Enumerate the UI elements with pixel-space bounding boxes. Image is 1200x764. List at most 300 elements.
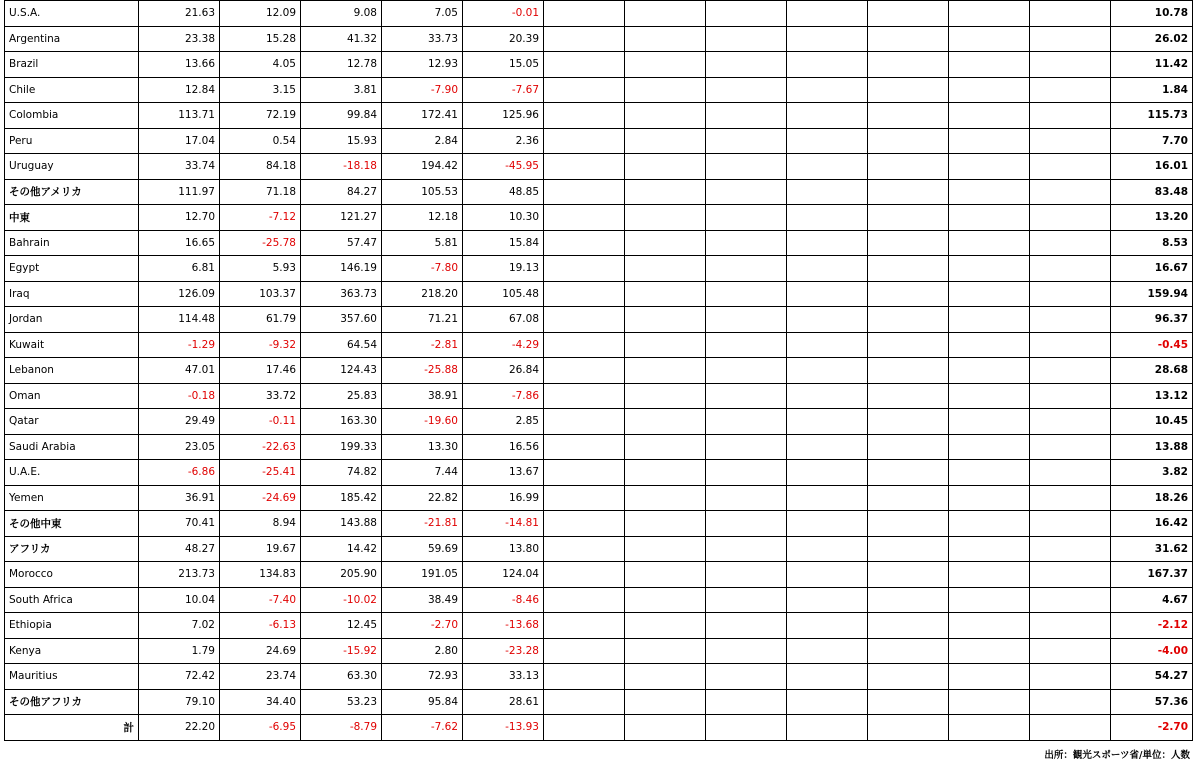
empty-cell [1030, 409, 1111, 435]
empty-cell [544, 52, 625, 78]
value-cell: -6.13 [220, 613, 301, 639]
empty-cell [625, 587, 706, 613]
total-cell: 83.48 [1111, 179, 1193, 205]
empty-cell [1030, 179, 1111, 205]
empty-cell [949, 26, 1030, 52]
empty-cell [868, 485, 949, 511]
empty-cell [706, 230, 787, 256]
value-cell: 53.23 [301, 689, 382, 715]
empty-cell [625, 485, 706, 511]
empty-cell [787, 511, 868, 537]
value-cell: 15.28 [220, 26, 301, 52]
value-cell: 74.82 [301, 460, 382, 486]
empty-cell [949, 587, 1030, 613]
table-row [5, 205, 1193, 231]
value-cell: 24.69 [220, 638, 301, 664]
value-cell: 12.84 [139, 77, 220, 103]
total-cell: 26.02 [1111, 26, 1193, 52]
empty-cell [787, 715, 868, 741]
empty-cell [949, 77, 1030, 103]
value-cell: -21.81 [382, 511, 463, 537]
empty-cell [544, 383, 625, 409]
empty-cell [868, 689, 949, 715]
value-cell: -22.63 [220, 434, 301, 460]
total-cell: 16.01 [1111, 154, 1193, 180]
empty-cell [706, 511, 787, 537]
empty-cell [949, 205, 1030, 231]
row-label: Brazil [5, 52, 139, 78]
value-cell: -2.81 [382, 332, 463, 358]
empty-cell [1030, 383, 1111, 409]
value-cell: 14.42 [301, 536, 382, 562]
value-cell: 38.91 [382, 383, 463, 409]
total-cell: 13.88 [1111, 434, 1193, 460]
empty-cell [868, 26, 949, 52]
row-label: Peru [5, 128, 139, 154]
empty-cell [544, 1, 625, 27]
empty-cell [949, 154, 1030, 180]
empty-cell [949, 638, 1030, 664]
value-cell: 72.42 [139, 664, 220, 690]
table-row [5, 154, 1193, 180]
value-cell: -0.01 [463, 1, 544, 27]
empty-cell [625, 332, 706, 358]
row-label: Uruguay [5, 154, 139, 180]
empty-cell [544, 256, 625, 282]
value-cell: -7.12 [220, 205, 301, 231]
empty-cell [625, 77, 706, 103]
empty-cell [706, 77, 787, 103]
empty-cell [706, 26, 787, 52]
total-cell: 16.42 [1111, 511, 1193, 537]
value-cell: 5.81 [382, 230, 463, 256]
value-cell: -7.90 [382, 77, 463, 103]
row-label: Mauritius [5, 664, 139, 690]
value-cell: 33.13 [463, 664, 544, 690]
empty-cell [1030, 358, 1111, 384]
empty-cell [787, 613, 868, 639]
table-row [5, 52, 1193, 78]
value-cell: -7.67 [463, 77, 544, 103]
empty-cell [949, 664, 1030, 690]
value-cell: 213.73 [139, 562, 220, 588]
empty-cell [1030, 664, 1111, 690]
table-row [5, 664, 1193, 690]
total-cell: 4.67 [1111, 587, 1193, 613]
empty-cell [706, 562, 787, 588]
value-cell: 34.40 [220, 689, 301, 715]
empty-cell [787, 26, 868, 52]
value-cell: 26.84 [463, 358, 544, 384]
value-cell: -25.88 [382, 358, 463, 384]
empty-cell [949, 562, 1030, 588]
total-cell: 18.26 [1111, 485, 1193, 511]
empty-cell [868, 179, 949, 205]
row-label: Jordan [5, 307, 139, 333]
table-row [5, 638, 1193, 664]
empty-cell [787, 1, 868, 27]
row-label: Yemen [5, 485, 139, 511]
row-label: Ethiopia [5, 613, 139, 639]
empty-cell [625, 179, 706, 205]
table-row [5, 256, 1193, 282]
value-cell: 113.71 [139, 103, 220, 129]
empty-cell [544, 205, 625, 231]
table-row [5, 434, 1193, 460]
empty-cell [949, 409, 1030, 435]
empty-cell [949, 511, 1030, 537]
empty-cell [1030, 638, 1111, 664]
value-cell: -13.68 [463, 613, 544, 639]
value-cell: 7.05 [382, 1, 463, 27]
value-cell: 22.82 [382, 485, 463, 511]
value-cell: 95.84 [382, 689, 463, 715]
value-cell: 191.05 [382, 562, 463, 588]
empty-cell [625, 689, 706, 715]
value-cell: 29.49 [139, 409, 220, 435]
empty-cell [949, 434, 1030, 460]
value-cell: -24.69 [220, 485, 301, 511]
value-cell: -6.95 [220, 715, 301, 741]
empty-cell [625, 460, 706, 486]
total-cell: 167.37 [1111, 562, 1193, 588]
value-cell: 15.93 [301, 128, 382, 154]
empty-cell [949, 485, 1030, 511]
empty-cell [625, 103, 706, 129]
value-cell: 41.32 [301, 26, 382, 52]
value-cell: -25.78 [220, 230, 301, 256]
table-row [5, 689, 1193, 715]
value-cell: 16.99 [463, 485, 544, 511]
empty-cell [787, 689, 868, 715]
empty-cell [706, 358, 787, 384]
empty-cell [787, 460, 868, 486]
empty-cell [868, 103, 949, 129]
empty-cell [787, 52, 868, 78]
empty-cell [787, 256, 868, 282]
value-cell: 12.18 [382, 205, 463, 231]
row-label: その他中東 [5, 511, 139, 537]
empty-cell [1030, 256, 1111, 282]
empty-cell [706, 434, 787, 460]
value-cell: 114.48 [139, 307, 220, 333]
empty-cell [787, 332, 868, 358]
empty-cell [949, 281, 1030, 307]
empty-cell [544, 179, 625, 205]
value-cell: 8.94 [220, 511, 301, 537]
value-cell: 3.81 [301, 77, 382, 103]
value-cell: 21.63 [139, 1, 220, 27]
total-cell: 57.36 [1111, 689, 1193, 715]
value-cell: 105.53 [382, 179, 463, 205]
empty-cell [787, 103, 868, 129]
empty-cell [787, 154, 868, 180]
empty-cell [949, 230, 1030, 256]
empty-cell [544, 358, 625, 384]
empty-cell [706, 103, 787, 129]
empty-cell [706, 281, 787, 307]
empty-cell [868, 307, 949, 333]
value-cell: 12.45 [301, 613, 382, 639]
row-label: U.S.A. [5, 1, 139, 27]
value-cell: 124.04 [463, 562, 544, 588]
empty-cell [625, 511, 706, 537]
empty-cell [544, 230, 625, 256]
value-cell: 61.79 [220, 307, 301, 333]
value-cell: 1.79 [139, 638, 220, 664]
empty-cell [1030, 26, 1111, 52]
value-cell: -14.81 [463, 511, 544, 537]
empty-cell [1030, 511, 1111, 537]
empty-cell [787, 587, 868, 613]
table-row [5, 307, 1193, 333]
empty-cell [868, 1, 949, 27]
empty-cell [625, 613, 706, 639]
empty-cell [949, 256, 1030, 282]
value-cell: 71.21 [382, 307, 463, 333]
empty-cell [625, 434, 706, 460]
value-cell: 23.05 [139, 434, 220, 460]
empty-cell [625, 383, 706, 409]
empty-cell [949, 383, 1030, 409]
value-cell: -4.29 [463, 332, 544, 358]
value-cell: 2.84 [382, 128, 463, 154]
table-body [5, 1, 1193, 741]
empty-cell [625, 281, 706, 307]
value-cell: 124.43 [301, 358, 382, 384]
empty-cell [868, 409, 949, 435]
empty-cell [787, 77, 868, 103]
value-cell: 13.67 [463, 460, 544, 486]
empty-cell [787, 409, 868, 435]
value-cell: 172.41 [382, 103, 463, 129]
empty-cell [706, 332, 787, 358]
value-cell: 10.04 [139, 587, 220, 613]
value-cell: 36.91 [139, 485, 220, 511]
value-cell: -7.62 [382, 715, 463, 741]
empty-cell [787, 205, 868, 231]
row-label: その他アメリカ [5, 179, 139, 205]
value-cell: 9.08 [301, 1, 382, 27]
value-cell: -23.28 [463, 638, 544, 664]
empty-cell [625, 52, 706, 78]
value-cell: 20.39 [463, 26, 544, 52]
table-row [5, 26, 1193, 52]
empty-cell [949, 128, 1030, 154]
empty-cell [868, 77, 949, 103]
row-label: 中東 [5, 205, 139, 231]
value-cell: 16.65 [139, 230, 220, 256]
row-label: Iraq [5, 281, 139, 307]
empty-cell [868, 52, 949, 78]
empty-cell [868, 664, 949, 690]
empty-cell [625, 536, 706, 562]
value-cell: 7.44 [382, 460, 463, 486]
value-cell: 13.66 [139, 52, 220, 78]
row-label: Colombia [5, 103, 139, 129]
value-cell: 12.70 [139, 205, 220, 231]
value-cell: 205.90 [301, 562, 382, 588]
value-cell: 103.37 [220, 281, 301, 307]
value-cell: 22.20 [139, 715, 220, 741]
table-row [5, 281, 1193, 307]
empty-cell [625, 1, 706, 27]
row-label: Lebanon [5, 358, 139, 384]
value-cell: 84.18 [220, 154, 301, 180]
value-cell: -8.79 [301, 715, 382, 741]
empty-cell [787, 281, 868, 307]
table-row [5, 485, 1193, 511]
value-cell: -19.60 [382, 409, 463, 435]
empty-cell [625, 638, 706, 664]
empty-cell [544, 434, 625, 460]
empty-cell [544, 281, 625, 307]
row-label: U.A.E. [5, 460, 139, 486]
value-cell: -13.93 [463, 715, 544, 741]
empty-cell [544, 307, 625, 333]
value-cell: 12.93 [382, 52, 463, 78]
empty-cell [706, 689, 787, 715]
value-cell: 28.61 [463, 689, 544, 715]
statistics-table [4, 0, 1193, 741]
empty-cell [1030, 715, 1111, 741]
empty-cell [1030, 587, 1111, 613]
total-cell: 10.78 [1111, 1, 1193, 27]
value-cell: 143.88 [301, 511, 382, 537]
empty-cell [706, 638, 787, 664]
empty-cell [625, 26, 706, 52]
table-row [5, 179, 1193, 205]
empty-cell [868, 128, 949, 154]
value-cell: -10.02 [301, 587, 382, 613]
empty-cell [625, 562, 706, 588]
empty-cell [544, 664, 625, 690]
empty-cell [787, 358, 868, 384]
value-cell: 7.02 [139, 613, 220, 639]
empty-cell [544, 715, 625, 741]
table-row [5, 460, 1193, 486]
value-cell: -7.80 [382, 256, 463, 282]
empty-cell [787, 638, 868, 664]
empty-cell [625, 715, 706, 741]
empty-cell [949, 613, 1030, 639]
value-cell: -25.41 [220, 460, 301, 486]
total-cell: 28.68 [1111, 358, 1193, 384]
total-cell: -4.00 [1111, 638, 1193, 664]
table-row [5, 613, 1193, 639]
empty-cell [949, 103, 1030, 129]
row-label: その他アフリカ [5, 689, 139, 715]
total-cell: 1.84 [1111, 77, 1193, 103]
value-cell: 13.30 [382, 434, 463, 460]
empty-cell [1030, 281, 1111, 307]
total-cell: -2.12 [1111, 613, 1193, 639]
empty-cell [544, 128, 625, 154]
table-row [5, 128, 1193, 154]
empty-cell [544, 536, 625, 562]
empty-cell [706, 52, 787, 78]
value-cell: 126.09 [139, 281, 220, 307]
empty-cell [625, 205, 706, 231]
row-label: Qatar [5, 409, 139, 435]
row-label: Chile [5, 77, 139, 103]
value-cell: 84.27 [301, 179, 382, 205]
empty-cell [1030, 613, 1111, 639]
empty-cell [706, 485, 787, 511]
empty-cell [706, 179, 787, 205]
total-cell: 13.12 [1111, 383, 1193, 409]
value-cell: 12.78 [301, 52, 382, 78]
empty-cell [625, 358, 706, 384]
empty-cell [949, 715, 1030, 741]
value-cell: 17.04 [139, 128, 220, 154]
empty-cell [706, 1, 787, 27]
value-cell: 99.84 [301, 103, 382, 129]
empty-cell [706, 307, 787, 333]
value-cell: 163.30 [301, 409, 382, 435]
empty-cell [625, 664, 706, 690]
value-cell: 63.30 [301, 664, 382, 690]
value-cell: 5.93 [220, 256, 301, 282]
value-cell: -2.70 [382, 613, 463, 639]
empty-cell [868, 460, 949, 486]
empty-cell [787, 562, 868, 588]
empty-cell [544, 485, 625, 511]
total-cell: 115.73 [1111, 103, 1193, 129]
value-cell: 72.19 [220, 103, 301, 129]
value-cell: 111.97 [139, 179, 220, 205]
table-row [5, 409, 1193, 435]
table-row [5, 358, 1193, 384]
value-cell: 10.30 [463, 205, 544, 231]
table-row [5, 1, 1193, 27]
empty-cell [949, 358, 1030, 384]
value-cell: 25.83 [301, 383, 382, 409]
value-cell: 33.72 [220, 383, 301, 409]
value-cell: 72.93 [382, 664, 463, 690]
total-cell: 10.45 [1111, 409, 1193, 435]
empty-cell [787, 664, 868, 690]
empty-cell [868, 536, 949, 562]
empty-cell [544, 562, 625, 588]
empty-cell [868, 256, 949, 282]
value-cell: 23.74 [220, 664, 301, 690]
empty-cell [868, 332, 949, 358]
empty-cell [544, 77, 625, 103]
table-row [5, 383, 1193, 409]
empty-cell [949, 460, 1030, 486]
empty-cell [625, 230, 706, 256]
value-cell: -7.40 [220, 587, 301, 613]
empty-cell [787, 179, 868, 205]
row-label: 計 [5, 715, 139, 741]
row-label: Argentina [5, 26, 139, 52]
empty-cell [949, 536, 1030, 562]
source-note: 出所：観光スポーツ省/単位：人数 [1044, 750, 1190, 761]
empty-cell [544, 332, 625, 358]
row-label: Egypt [5, 256, 139, 282]
empty-cell [1030, 230, 1111, 256]
empty-cell [706, 409, 787, 435]
value-cell: 17.46 [220, 358, 301, 384]
table-row [5, 511, 1193, 537]
empty-cell [706, 205, 787, 231]
empty-cell [544, 638, 625, 664]
empty-cell [868, 434, 949, 460]
table-row [5, 332, 1193, 358]
value-cell: 357.60 [301, 307, 382, 333]
empty-cell [787, 230, 868, 256]
